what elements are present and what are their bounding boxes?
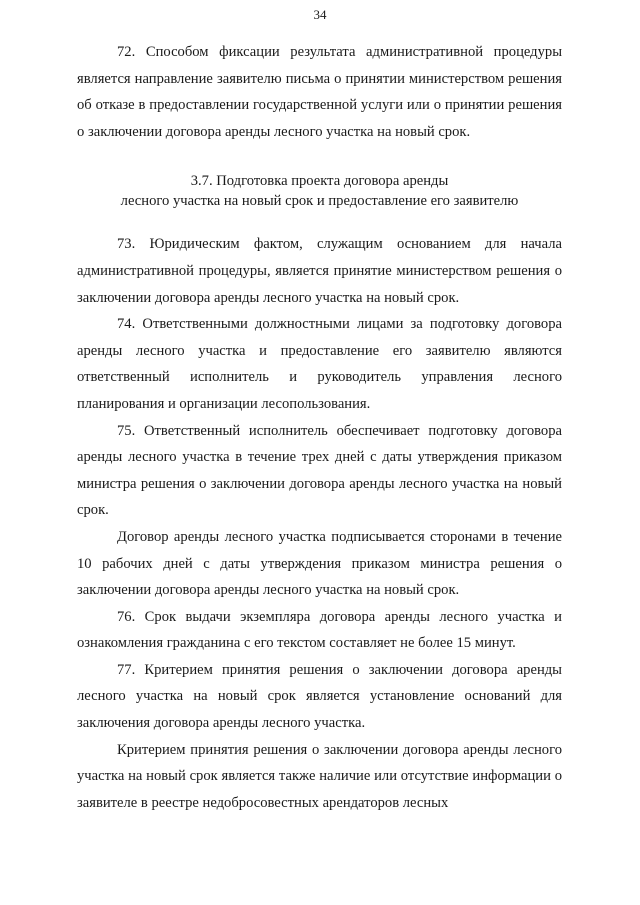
paragraph-72: 72. Способом фиксации результата административной процедуры является направление заявителю письма о принятии министерством решения об отказе в предоставлении государственной услуги или о принятии решения о заключении договора аренды лесного участка на новый срок. (77, 44, 562, 140)
spacer (77, 145, 562, 171)
paragraph-76: 76. Срок выдачи экземпляра договора аренды лесного участка и ознакомления гражданина с его текстом составляет не более 15 минут. (77, 608, 562, 652)
spacer (77, 211, 562, 231)
section-heading-line-2: лесного участка на новый срок и предоставление его заявителю (120, 193, 519, 210)
paragraph-73: 73. Юридическим фактом, служащим основанием для начала административной процедуры, является принятие министерством решения о заключении договора аренды лесного участка на новый срок. (77, 236, 562, 306)
section-heading (77, 171, 562, 211)
paragraph-74: 74. Ответственными должностными лицами за подготовку договора аренды лесного участка и предоставление его заявителю являются ответственный исполнитель и руководитель управления лесного планирования и организации лесопользования. (77, 316, 562, 412)
paragraph-contract-signing: Договор аренды лесного участка подписывается сторонами в течение 10 рабочих дней с даты утверждения приказом министра решения о заключении договора аренды лесного участка на новый срок. (77, 528, 562, 599)
paragraph-75: 75. Ответственный исполнитель обеспечивает подготовку договора аренды лесного участка в течение трех дней с даты утверждения приказом министра решения о заключении договора аренды лесного участка на новый срок. (77, 422, 562, 519)
paragraph-77: 77. Критерием принятия решения о заключении договора аренды лесного участка на новый срок является установление оснований для заключения договора аренды лесного участка. (77, 661, 562, 732)
document-body (77, 39, 562, 816)
section-heading-line-1: 3.7. Подготовка проекта договора аренды (190, 173, 449, 190)
paragraph-criterion: Критерием принятия решения о заключении договора аренды лесного участка на новый срок является также наличие или отсутствие информации о заявителе в реестре недобросовестных арендаторов лесных (77, 741, 562, 811)
page-number: 34 (313, 7, 327, 22)
